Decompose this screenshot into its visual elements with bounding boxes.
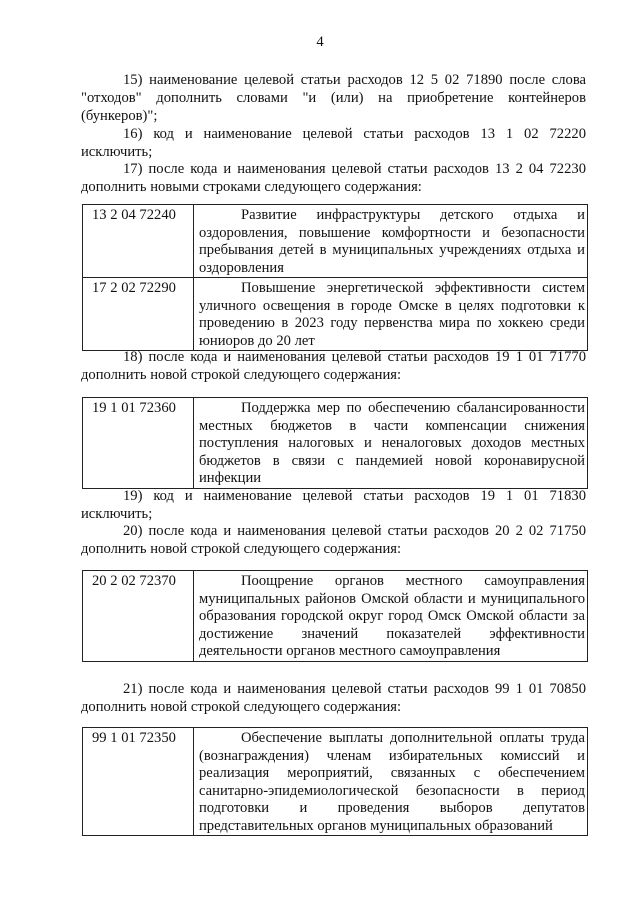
paragraph-text: 15) наименование целевой статьи расходов 12 5 02 71890 после слова "отходов" дополнить словами "и (или) на приобретение контейнеров (бункеров)"; [81,72,586,124]
cell-text: Повышение энергетической эффективности систем уличного освещения в городе Омске в целях подготовки к проведению в 2023 году первенства мира по хоккею среди юниоров до 20 лет [199,280,585,349]
paragraph-item-21 [81,680,586,716]
paragraph-text: 18) после кода и наименования целевой статьи расходов 19 1 01 71770 дополнить новой строкой следующего содержания: [81,349,586,383]
table-row [83,278,588,351]
table-cell-code: 20 2 02 72370 [83,571,194,662]
paragraph-text: 17) после кода и наименования целевой статьи расходов 13 2 04 72230 дополнить новыми строками следующего содержания: [81,161,586,195]
table-cell-text [194,278,588,351]
table-row [83,571,588,662]
table-cell-code: 99 1 01 72350 [83,728,194,836]
code-table-4 [82,727,588,836]
paragraph-item-20 [81,522,586,558]
table-cell-text [194,205,588,278]
cell-text: Обеспечение выплаты дополнительной оплаты труда (вознаграждения) членам избирательных комиссий и реализация мероприятий, связанных с обеспечением санитарно-эпидемиологической безопасности в период подготовки и проведения выборов депутатов представительных органов муниципальных образований [199,730,585,834]
paragraph-text: 19) код и наименование целевой статьи расходов 19 1 01 71830 исключить; [81,488,586,522]
table-cell-text [194,398,588,489]
code-table-3 [82,570,588,662]
table-row [83,205,588,278]
paragraph-item-19 [81,487,586,523]
paragraph-text: 20) после кода и наименования целевой статьи расходов 20 2 02 71750 дополнить новой строкой следующего содержания: [81,523,586,557]
cell-text: Развитие инфраструктуры детского отдыха и оздоровления, повышение комфортности и безопасности пребывания детей в муниципальных учреждениях отдыха и оздоровления [199,207,585,276]
cell-text: Поддержка мер по обеспечению сбалансированности местных бюджетов в части компенсации снижения поступления налоговых и неналоговых доходов местных бюджетов в связи с пандемией новой коронавирусной инфекции [199,400,585,486]
table-row [83,728,588,836]
paragraph-item-17 [81,160,586,196]
code-table-1 [82,204,588,351]
table-cell-code: 13 2 04 72240 [83,205,194,278]
paragraph-text: 21) после кода и наименования целевой статьи расходов 99 1 01 70850 дополнить новой строкой следующего содержания: [81,681,586,715]
paragraph-text: 16) код и наименование целевой статьи расходов 13 1 02 72220 исключить; [81,126,586,160]
page-number: 4 [316,34,324,50]
table-row [83,398,588,489]
code-table-2 [82,397,588,489]
paragraph-item-18 [81,348,586,384]
table-cell-code: 17 2 02 72290 [83,278,194,351]
table-cell-code: 19 1 01 72360 [83,398,194,489]
table-cell-text [194,571,588,662]
paragraph-item-16 [81,125,586,161]
paragraph-item-15 [81,71,586,125]
table-cell-text [194,728,588,836]
cell-text: Поощрение органов местного самоуправления муниципальных районов Омской области и муниципального образования городской округ город Омск Омской области за достижение значений показателей эффективности деятельности органов местного самоуправления [199,573,585,659]
